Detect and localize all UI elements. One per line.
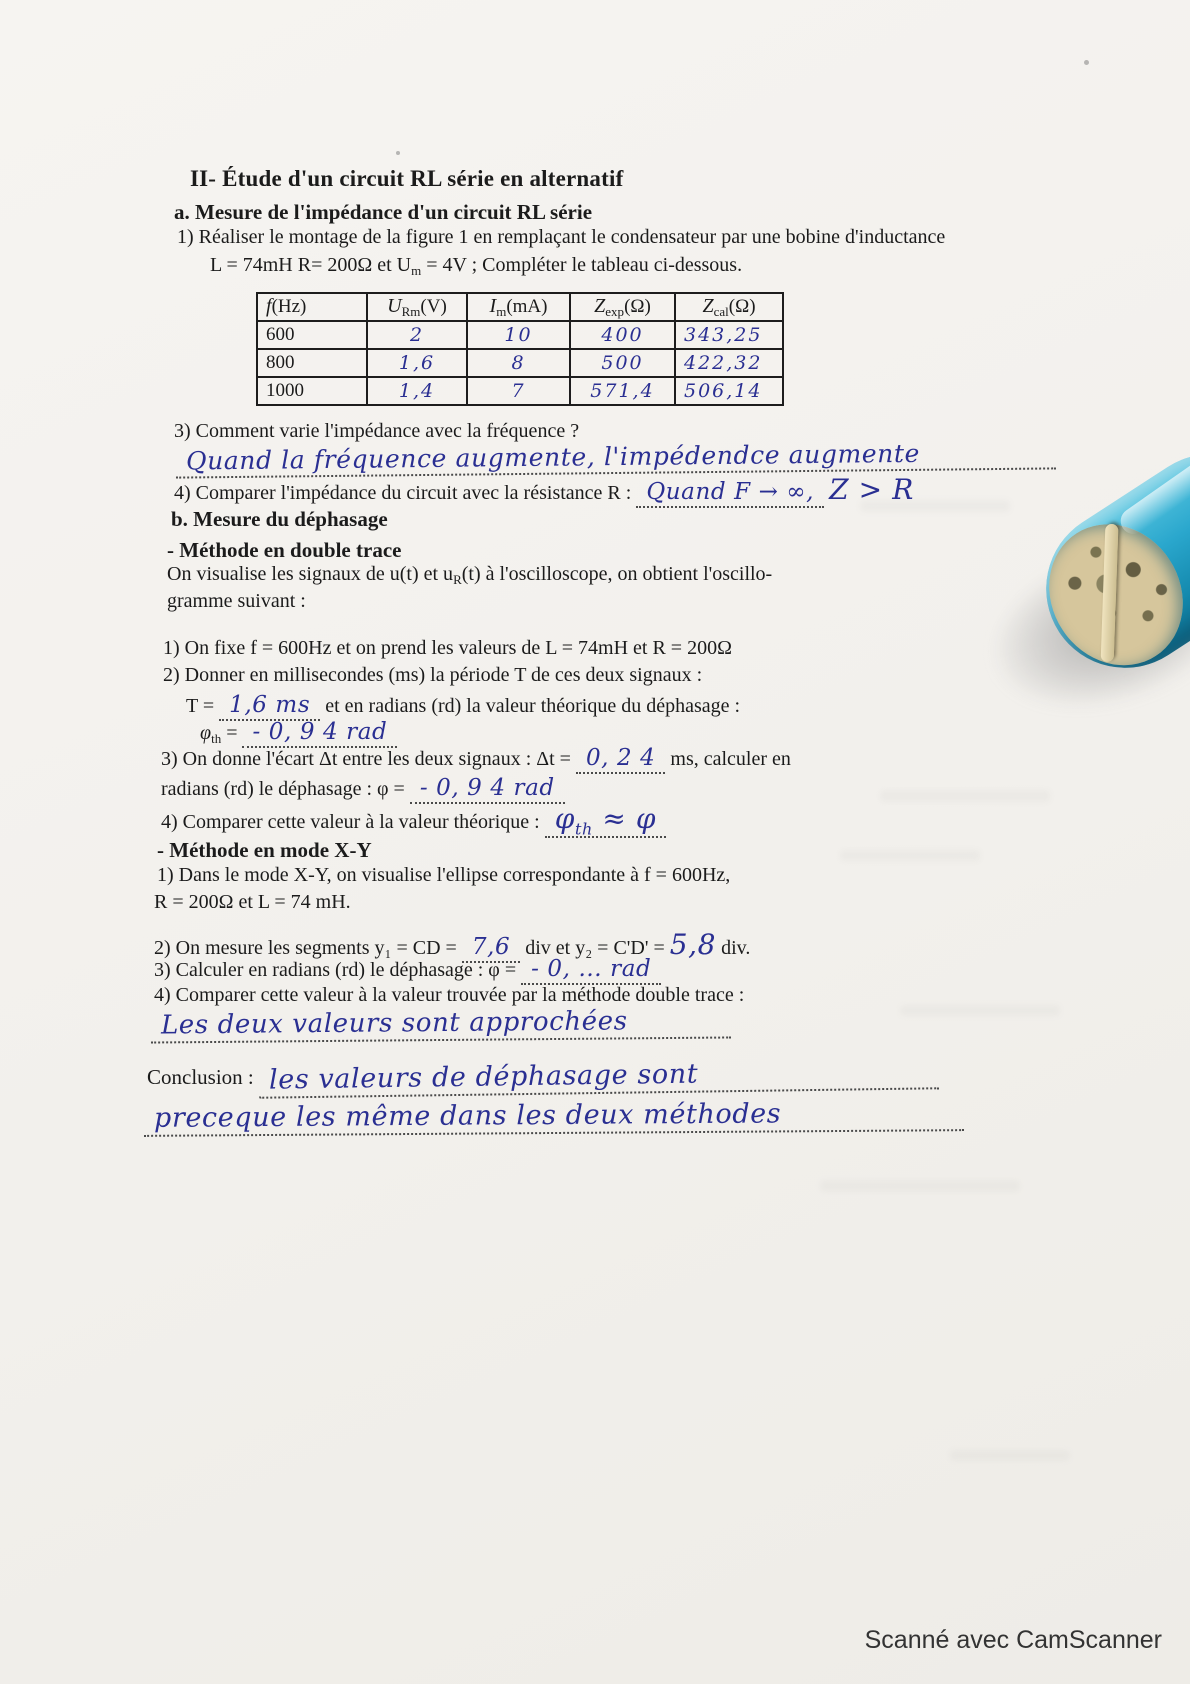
question-1-line1: 1) Réaliser le montage de la figure 1 en remplaçant le condensateur par une bobine d'inductance — [177, 226, 946, 248]
cell-urm: 1,4 — [367, 377, 467, 405]
measurement-table — [256, 292, 784, 406]
scan-artifact — [396, 151, 400, 155]
cell-f: 1000 — [257, 377, 367, 405]
cell-zexp: 400 — [570, 321, 675, 349]
q1-values-text: L = 74mH R= 200Ω et U — [210, 254, 412, 276]
table-row — [257, 321, 783, 349]
xy-question-1-line1: 1) Dans le mode X-Y, on visualise l'ellipse correspondante à f = 600Hz, — [157, 864, 731, 886]
scan-artifact — [1084, 60, 1089, 65]
handwritten-answer: - 0, 9 4 rad — [242, 719, 397, 748]
section-b-heading: b. Mesure du déphasage — [171, 507, 388, 531]
cell-zexp: 500 — [570, 349, 675, 377]
period-line: T = 1,6 ms et en radians (rd) la valeur théorique du déphasage : — [186, 692, 740, 718]
table-header-row — [257, 293, 783, 321]
xy-question-1-line2: R = 200Ω et L = 74 mH. — [154, 891, 351, 913]
xy-question-3: 3) Calculer en radians (rd) le déphasage : φ = - 0, ... rad — [154, 956, 661, 982]
double-trace-heading: - Méthode en double trace — [167, 538, 402, 562]
question-3-answer — [176, 438, 1056, 476]
handwritten-answer: 0, 2 4 — [576, 745, 665, 774]
col-header-zexp: $Z_{exp}(\Omega)$ — [570, 293, 675, 321]
cell-im: 10 — [467, 321, 570, 349]
dt-question-2: 2) Donner en millisecondes (ms) la période T de ces deux signaux : — [163, 664, 703, 686]
dt-question-3-line1: 3) On donne l'écart Δt entre les deux signaux : Δt = 0, 2 4 ms, calculer en — [161, 745, 791, 771]
handwritten-answer: 1,6 ms — [219, 692, 320, 721]
xy-question-2: 2) On mesure les segments y₁ = CD = 7,6 div et y₂ = C'D' = 5,8 div. — [154, 928, 751, 961]
conclusion-line1 — [147, 1060, 939, 1094]
question-1-line2 — [210, 254, 742, 279]
col-header-zcal: $Z_{cal}(\Omega)$ — [675, 293, 783, 321]
doc-title: II- Étude d'un circuit RL série en alternatif — [190, 166, 624, 191]
cell-urm: 1,6 — [367, 349, 467, 377]
q1-sub-m: m — [411, 263, 422, 278]
dt-question-1: 1) On fixe f = 600Hz et on prend les valeurs de L = 74mH et R = 200Ω — [163, 637, 732, 659]
cell-zexp: 571,4 — [570, 377, 675, 405]
col-header-urm: $U_{Rm}(V)$ — [367, 293, 467, 321]
handwritten-answer: Quand la fréquence augmente, l'impédendce augmente — [176, 437, 1056, 478]
section-a-heading: a. Mesure de l'impédance d'un circuit RL série — [174, 200, 593, 224]
handwritten-answer: preceque les même dans les deux méthodes — [144, 1097, 964, 1137]
handwritten-answer: - 0, ... rad — [521, 956, 661, 985]
xy-mode-heading: - Méthode en mode X-Y — [157, 838, 372, 862]
intro-line2: gramme suivant : — [167, 590, 306, 612]
xy-question-4-answer — [151, 1008, 731, 1041]
scan-artifact — [880, 790, 1050, 802]
handwritten-answer: - 0, 9 4 rad — [410, 775, 565, 804]
col-header-frequency: f(Hz) — [257, 293, 367, 321]
cell-zcal: 343,25 — [675, 321, 783, 349]
question-3: 3) Comment varie l'impédance avec la fréquence ? — [174, 420, 580, 442]
xy-question-4: 4) Comparer cette valeur à la valeur trouvée par la méthode double trace : — [154, 984, 745, 1006]
table-row — [257, 377, 783, 405]
cell-zcal: 422,32 — [675, 349, 783, 377]
intro-line1: On visualise les signaux de u(t) et $u_R(t)$ à l'oscilloscope, on obtient l'oscillo- — [167, 563, 773, 587]
table-row — [257, 349, 783, 377]
handwritten-answer: 5,8 — [669, 928, 717, 961]
question-4: 4) Comparer l'impédance du circuit avec la résistance R : Quand F → ∞, Z > R — [174, 473, 914, 506]
pen-cap-highlight — [1116, 443, 1190, 539]
camscanner-watermark: Scanné avec CamScanner — [864, 1626, 1162, 1654]
handwritten-answer: Quand F → ∞, — [636, 479, 824, 508]
scan-artifact — [900, 1005, 1060, 1016]
col-header-im: $I_m(mA)$ — [467, 293, 570, 321]
handwritten-answer: 7,6 — [462, 934, 520, 963]
cell-im: 8 — [467, 349, 570, 377]
q1-values-rest: = 4V ; Compléter le tableau ci-dessous. — [421, 254, 743, 276]
pen-cap-stick — [1101, 524, 1119, 662]
dt-question-4: 4) Comparer cette valeur à la valeur théorique : $\varphi_{th} \approx \varphi$ — [161, 802, 666, 839]
scan-artifact — [950, 1450, 1070, 1461]
cell-f: 800 — [257, 349, 367, 377]
handwritten-answer: Z > R — [829, 473, 914, 506]
pen-cap-object — [1008, 432, 1190, 732]
conclusion-line2 — [144, 1100, 964, 1134]
scan-artifact — [820, 1180, 1020, 1192]
cell-im: 7 — [467, 377, 570, 405]
cell-urm: 2 — [367, 321, 467, 349]
dt-question-3-line2: radians (rd) le déphasage : φ = - 0, 9 4 rad — [161, 775, 565, 801]
cell-zcal: 506,14 — [675, 377, 783, 405]
handwritten-answer: $\varphi_{th} \approx \varphi$ — [545, 802, 666, 838]
cell-f: 600 — [257, 321, 367, 349]
phase-theoretical-line: $\varphi_{th}$ = - 0, 9 4 rad — [200, 719, 397, 747]
handwritten-answer: les valeurs de déphasage sont — [259, 1055, 939, 1098]
scan-artifact — [840, 850, 980, 861]
handwritten-answer: Les deux valeurs sont approchées — [151, 1005, 731, 1043]
conclusion-label: Conclusion : — [147, 1065, 254, 1089]
